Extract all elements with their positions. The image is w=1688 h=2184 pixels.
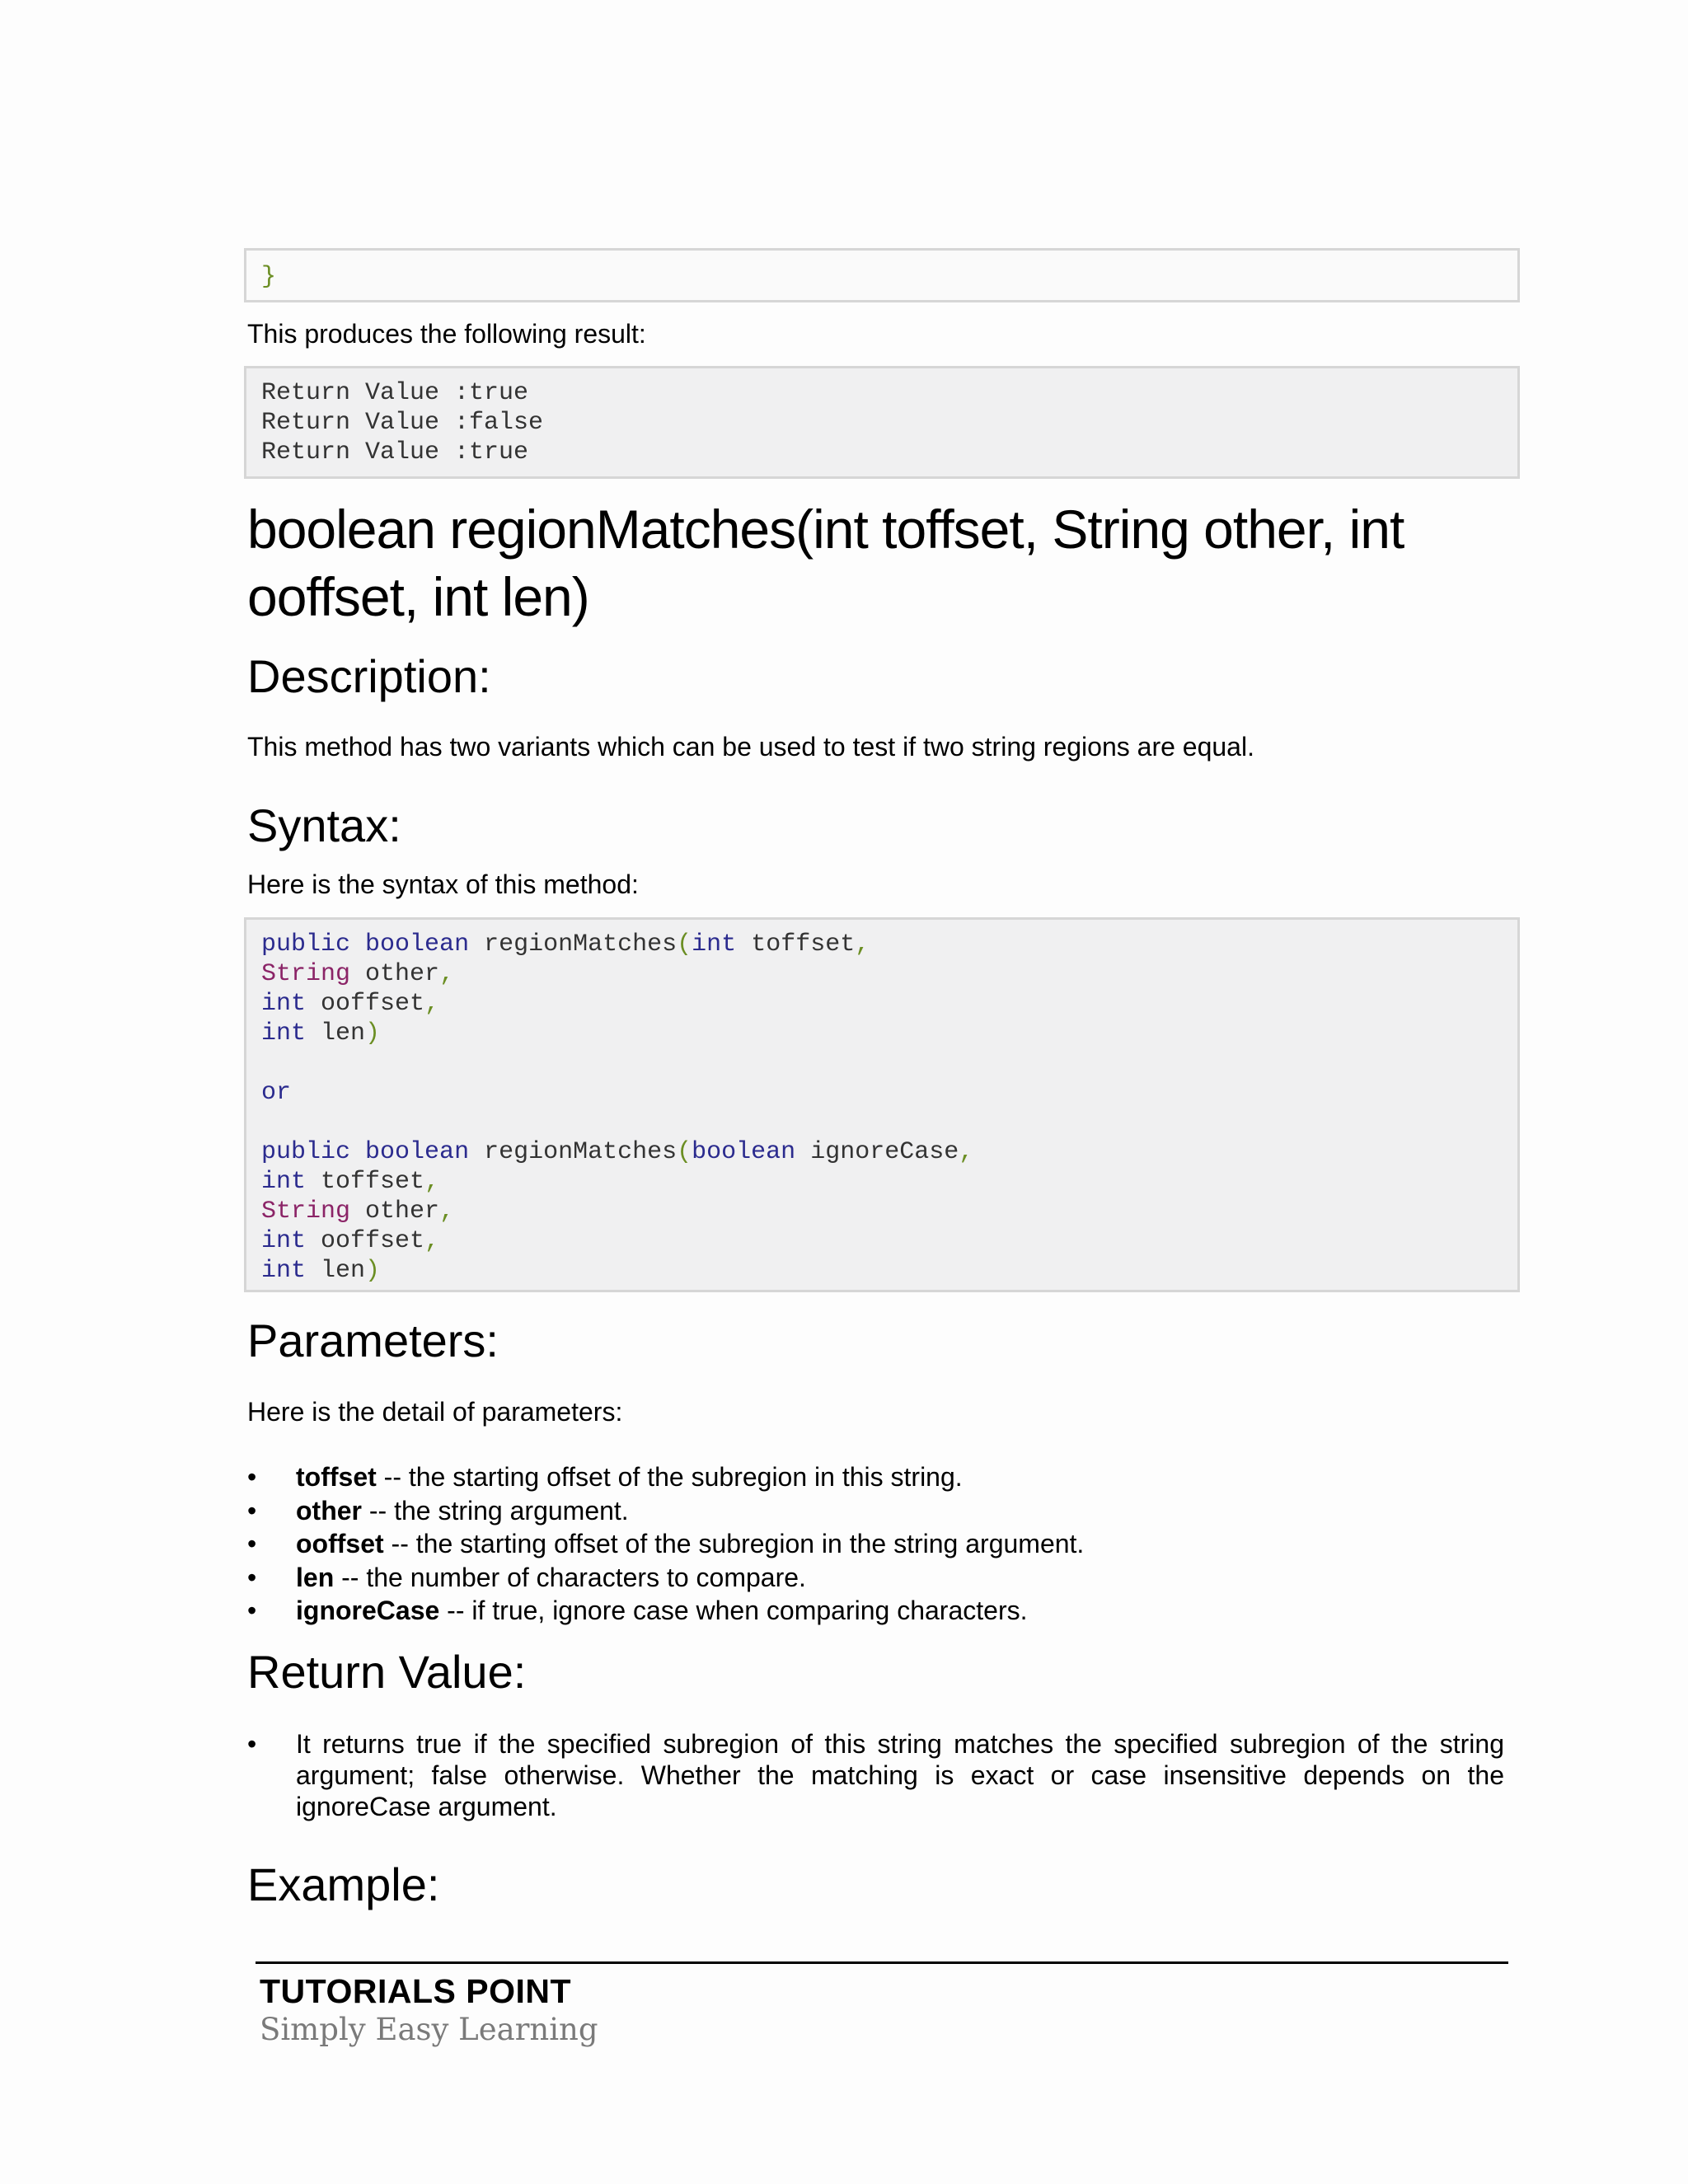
code-block-tail [244, 248, 1520, 302]
code-type: int [692, 930, 737, 958]
code-or: or [261, 1079, 292, 1107]
result-line: Return Value :true [261, 438, 529, 466]
parameters-heading: Parameters: [247, 1315, 499, 1366]
code-param: ignoreCase [810, 1138, 959, 1166]
return-value-list [247, 1728, 1504, 1822]
parameters-intro: Here is the detail of parameters: [247, 1397, 623, 1427]
code-keyword: public [261, 930, 351, 958]
code-param: toffset [321, 1168, 425, 1196]
param-desc: -- the string argument. [362, 1495, 629, 1526]
bullet-icon: • [247, 1495, 257, 1526]
return-value-text: It returns true if the specified subregion of this string matches the specified subregion of the string argument; false otherwise. Whether the matching is exact or case insensitive depends on the ignoreCase argument. [296, 1729, 1504, 1821]
method-title: boolean regionMatches(int toffset, String other, int ooffset, int len) [247, 499, 1404, 627]
code-param: toffset [751, 930, 856, 958]
code-keyword: boolean [365, 1138, 470, 1166]
param-desc: -- if true, ignore case when comparing characters. [439, 1596, 1028, 1625]
list-item [247, 1594, 1508, 1628]
bullet-icon: • [247, 1729, 257, 1759]
bullet-icon: • [247, 1529, 257, 1558]
list-item [247, 1561, 1508, 1595]
code-type: boolean [692, 1138, 796, 1166]
list-item [247, 1494, 1508, 1528]
param-desc: -- the starting offset of the subregion in the string argument. [383, 1529, 1085, 1558]
param-name: len [296, 1562, 335, 1592]
code-type: int [261, 1019, 307, 1047]
param-name: ignoreCase [296, 1596, 440, 1625]
example-heading: Example: [247, 1858, 440, 1910]
code-keyword: public [261, 1138, 351, 1166]
param-name: ooffset [296, 1529, 384, 1558]
syntax-code-block: public boolean regionMatches(int toffset, String other, int ooffset, int len) or public boolean regionMatches(boolean ignoreCase, int toffset, String other, int ooffset, int len) [244, 917, 1520, 1292]
list-item [247, 1728, 1504, 1822]
param-name: toffset [296, 1462, 377, 1492]
footer-tagline: Simply Easy Learning [260, 2012, 598, 2047]
code-keyword: boolean [365, 930, 470, 958]
syntax-intro: Here is the syntax of this method: [247, 869, 639, 899]
description-heading: Description: [247, 650, 491, 702]
list-item [247, 1460, 1508, 1494]
footer-divider [256, 1961, 1508, 1964]
bullet-icon: • [247, 1462, 257, 1492]
bullet-icon: • [247, 1596, 257, 1625]
result-intro: This produces the following result: [247, 319, 646, 349]
result-line: Return Value :false [261, 409, 544, 437]
parameters-list [247, 1460, 1508, 1628]
code-type: String [261, 960, 351, 988]
result-line: Return Value :true [261, 379, 529, 407]
param-desc: -- the starting offset of the subregion in this string. [376, 1462, 963, 1492]
param-name: other [296, 1495, 362, 1526]
code-param: len [321, 1019, 366, 1047]
syntax-heading: Syntax: [247, 799, 401, 851]
return-value-heading: Return Value: [247, 1646, 527, 1698]
code-type: String [261, 1197, 351, 1226]
code-type: int [261, 1168, 307, 1196]
code-type: int [261, 990, 307, 1018]
code-type: int [261, 1227, 307, 1255]
footer-brand: TUTORIALS POINT [260, 1972, 572, 2010]
result-output-block [244, 366, 1520, 479]
description-text: This method has two variants which can be used to test if two string regions are equal. [247, 732, 1254, 762]
bullet-icon: • [247, 1562, 257, 1592]
code-param: ooffset [321, 1227, 425, 1255]
code-param: len [321, 1257, 366, 1285]
code-param: ooffset [321, 990, 425, 1018]
code-param: other [365, 1197, 440, 1226]
code-method-name: regionMatches [484, 930, 678, 958]
code-param: other [365, 960, 440, 988]
list-item [247, 1527, 1508, 1561]
param-desc: -- the number of characters to compare. [334, 1562, 806, 1592]
code-type: int [261, 1257, 307, 1285]
code-closing-brace: } [261, 263, 277, 291]
code-method-name: regionMatches [484, 1138, 678, 1166]
